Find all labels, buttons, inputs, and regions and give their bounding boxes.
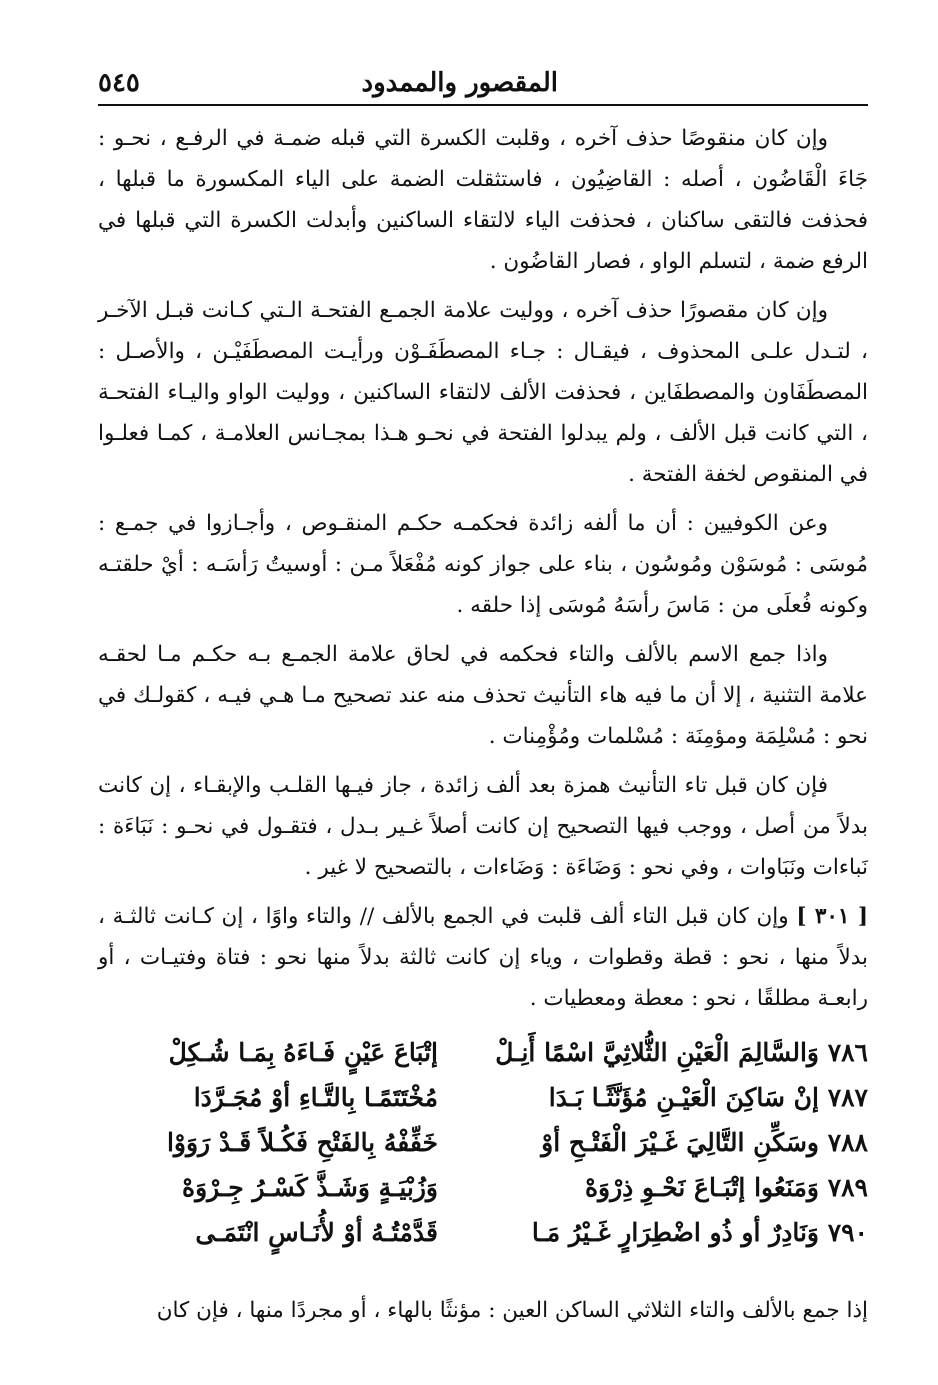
verse-second-hemistich: قَدَّمْتُـهُ أوْ لأُنَـاسٍ انْتَمَـى xyxy=(195,1218,438,1247)
verse-786 xyxy=(98,1030,868,1075)
verse-787 xyxy=(98,1075,868,1120)
verse-second-hemistich: إتْبَاعَ عَيْنٍ فَـاءَهُ بِمَـا شُـكِلْ xyxy=(168,1038,438,1067)
verse-second-hemistich: مُخْتَتَمًـا بِالتَّـاءِ أوْ مُجَـرَّدَا xyxy=(193,1083,438,1112)
verse-first-hemistich: ٧٨٦ وَالسَّالِمَ الْعَيْنِ الثُّلاثِيَّ اسْمًا أَنِـلْ xyxy=(495,1038,868,1067)
page-header xyxy=(98,60,868,106)
poem-verses xyxy=(98,1030,868,1255)
verse-second-hemistich: وَزُبْيَـةٍ وَشَـذَّ كَسْـرُ جِـرْوَهْ xyxy=(181,1173,438,1202)
main-text xyxy=(98,118,868,1027)
paragraph: وعن الكوفيين : أن ما ألفه زائدة فحكمـه حكـم المنقـوص ، وأجـازوا في جمـع : مُوسَى : مُوسَوْن ومُوسُون ، بناء على جواز كونه مُفْعَلاً مـن : أوسيتُ رَأسَـه : أيْ حلقتـه وكونه فُعلَى من : مَاسَ رأسَهُ مُوسَى إذا حلقه . xyxy=(98,511,868,618)
verse-789 xyxy=(98,1165,868,1210)
page-number: ٥٤٥ xyxy=(98,68,140,98)
verse-second-hemistich: خَفِّفْهُ بِالفَتْحِ فَكُـلاً قَـدْ رَوَوْا xyxy=(166,1128,438,1157)
paragraph: وإن كان منقوصًا حذف آخره ، وقلبت الكسرة التي قبله ضمـة في الرفـع ، نحـو : جَاءَ الْقَاضُون ، أصله : القاضِيُون ، فاستثقلت الضمة على الياء المكسورة ما قبلها ، فحذفت فالتقى ساكنان ، فحذفت الياء لالتقاء الساكنين وأبدلت الكسرة التي قبلها في الرفع ضمة ، لتسلم الواو ، فصار القاضُون . xyxy=(98,126,868,274)
paragraph: وإن كان مقصورًا حذف آخره ، ووليت علامة الجمـع الفتحـة الـتي كـانت قبـل الآخـر ، لتـدل علـى المحذوف ، فيقـال : جـاء المصطَفَـوْن ورأيـت المصطَفَيْـن ، والأصـل : المصطَفَاون والمصطفَاين ، فحذفت الألف لالتقاء الساكنين ، ووليت الواو واليـاء الفتحـة ، التي كانت قبل الألف ، ولم يبدلوا الفتحة في نحـو هـذا بمجـانس العلامـة ، كمـا فعلـوا في المنقوص لخفة الفتحة . xyxy=(98,298,868,487)
verse-first-hemistich: ٧٨٩ وَمَنَعُوا إتْبَـاعَ نَحْـوِ ذِرْوَهْ xyxy=(584,1173,868,1202)
verse-first-hemistich: ٧٨٧ إنْ سَاكِنَ الْعَيْـنِ مُؤَنَّثًـا بَـدَا xyxy=(548,1083,868,1112)
page-marker: [ ٣٠١ ] xyxy=(796,904,868,929)
verse-790 xyxy=(98,1210,868,1255)
verse-788 xyxy=(98,1120,868,1165)
marked-paragraph xyxy=(98,896,868,1019)
paragraph: فإن كان قبل تاء التأنيث همزة بعد ألف زائدة ، جاز فيـها القلـب والإبقـاء ، إن كانت بدلاً من أصل ، ووجب فيها التصحيح إن كانت أصلاً غـير بـدل ، فتقـول في نحـو : نَبَاءَة : نَباءات ونَبَاوات ، وفي نحو : وَضَاءَة : وَضَاءات ، بالتصحيح لا غير . xyxy=(98,773,868,880)
marked-paragraph-text: وإن كان قبل التاء ألف قلبت في الجمع بالألف // والتاء واوًا ، إن كـانت ثالثـة ، بدلاً منها ، نحو : قطة وقطوات ، وياء إن كانت ثالثة بدلاً منها نحو : فتاة وفتيـات ، أو رابعـة مطلقًا ، نحو : معطة ومعطيات . xyxy=(98,904,868,1011)
paragraph: واذا جمع الاسم بالألف والتاء فحكمه في لحاق علامة الجمـع بـه حكـم مـا لحقـه علامة التثنية ، إلا أن ما فيه هاء التأنيث تحذف منه عند تصحيح مـا هـي فيـه ، كقولـك في نحو : مُسْلِمَة ومؤمِنَة : مُسْلمات ومُؤْمِنات . xyxy=(98,642,868,749)
verse-first-hemistich: ٧٨٨ وسَكِّنِ التَّالِيَ غَـيْرَ الْفَتْـحِ أوْ xyxy=(541,1128,868,1157)
commentary-text: إذا جمع بالألف والتاء الثلاثي الساكن العين : مؤنثًا بالهاء ، أو مجردًا منها ، فإن كان xyxy=(156,1298,868,1323)
verse-first-hemistich: ٧٩٠ وَنَادِرٌ أو ذُو اضْطِرَارٍ غَـيْرُ مَـا xyxy=(531,1218,868,1247)
running-title: المقصور والممدود xyxy=(361,68,558,98)
